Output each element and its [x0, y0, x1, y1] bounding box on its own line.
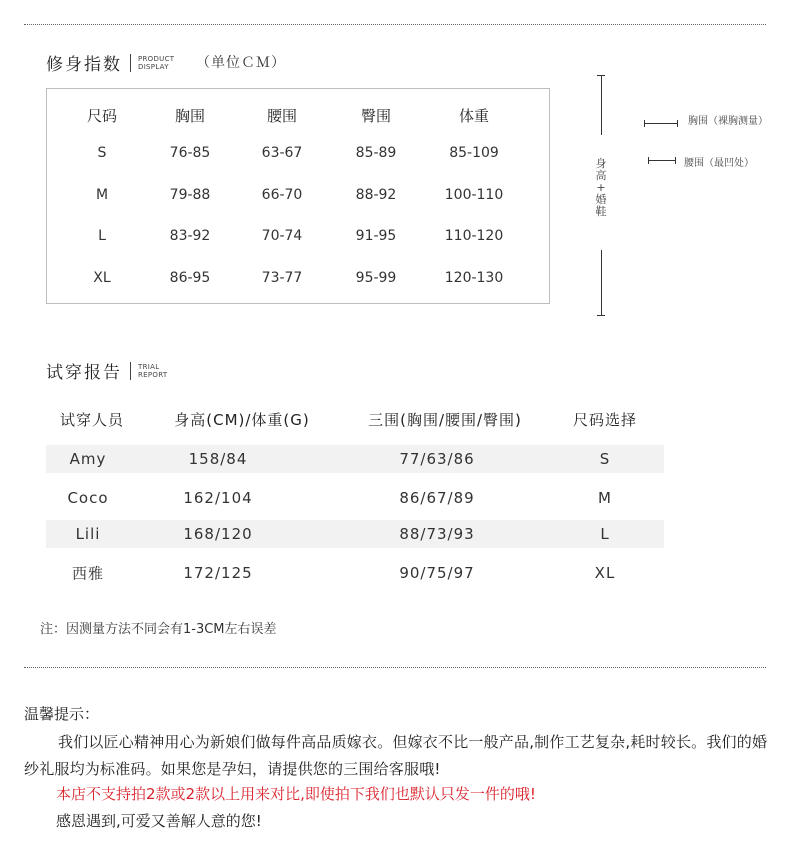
height-char: +	[596, 181, 606, 194]
size-cell: L	[98, 228, 106, 244]
size-cell: 86-95	[169, 270, 211, 286]
trial-header: 试穿人员	[59, 411, 125, 429]
trial-header: 尺码选择	[572, 411, 638, 429]
trial-cell: 西雅	[71, 564, 105, 583]
trial-cell: 88/73/93	[399, 525, 475, 543]
top-divider	[24, 24, 766, 25]
trial-subtitle	[138, 363, 198, 379]
size-cell: 63-67	[261, 145, 303, 161]
trial-cell: 168/120	[183, 525, 253, 543]
waist-measure-line	[648, 160, 676, 161]
waist-measure	[648, 152, 754, 169]
size-cell: S	[97, 145, 107, 161]
height-line-bottom	[601, 250, 602, 315]
trial-cell: 86/67/89	[399, 489, 475, 507]
chest-measure-label: 胸围（裸胸测量）	[688, 116, 768, 127]
trial-subtitle-line1: TRIAL	[138, 362, 160, 371]
tips-paragraph: 我们以匠心精神用心为新娘们做每件高品质嫁衣。但嫁衣不比一般产品,制作工艺复杂,耗时较长。我们的婚纱礼服均为标准码。如果您是孕妇，请提供您的三围给客服哦!	[24, 733, 768, 778]
trial-cell: 172/125	[183, 564, 253, 582]
height-char: 身	[595, 157, 607, 170]
height-bottom-tick	[597, 315, 605, 316]
trial-header: 三围(胸围/腰围/臀围)	[368, 411, 522, 429]
size-subtitle-line2: DISPLAY	[138, 62, 169, 71]
trial-row	[46, 445, 664, 473]
trial-cell: L	[600, 525, 610, 543]
size-cell: M	[95, 187, 109, 203]
trial-title-text: 试穿报告	[46, 363, 122, 383]
size-cell: 88-92	[355, 187, 397, 203]
size-cell: XL	[93, 270, 111, 286]
size-cell: 110-120	[444, 228, 504, 244]
height-char: 高	[595, 169, 607, 182]
size-table	[46, 88, 550, 304]
tips-thanks: 感恩遇到,可爱又善解人意的您!	[56, 812, 262, 830]
title-separator	[130, 362, 131, 380]
chest-measure-line	[644, 123, 678, 124]
size-cell: 120-130	[444, 270, 504, 286]
size-header: 尺码	[86, 107, 118, 125]
trial-cell: Amy	[69, 450, 107, 468]
trial-cell: S	[599, 450, 611, 468]
title-separator	[130, 54, 131, 72]
trial-cell: 158/84	[188, 450, 248, 468]
size-cell: 79-88	[169, 187, 211, 203]
trial-subtitle-line2: REPORT	[138, 370, 168, 379]
trial-cell: 77/63/86	[399, 450, 475, 468]
trial-row	[46, 559, 664, 587]
height-char: 婚	[595, 193, 607, 206]
size-header: 体重	[458, 107, 490, 125]
size-header: 臀围	[360, 107, 392, 125]
size-cell: 83-92	[169, 228, 211, 244]
size-cell: 73-77	[261, 270, 303, 286]
trial-cell: 162/104	[183, 489, 253, 507]
size-header: 腰围	[266, 107, 298, 125]
measurement-note: 注：因测量方法不同会有1-3CM左右误差	[40, 622, 277, 637]
waist-measure-label: 腰围（最凹处）	[684, 158, 754, 169]
height-char: 鞋	[595, 205, 607, 218]
size-subtitle-line1: PRODUCT	[138, 54, 175, 63]
size-cell: 91-95	[355, 228, 397, 244]
trial-cell: XL	[594, 564, 616, 582]
height-line-top	[601, 75, 602, 135]
trial-row	[46, 520, 664, 548]
trial-row	[46, 484, 664, 512]
trial-header: 身高(CM)/体重(G)	[174, 411, 310, 429]
tips-title: 温馨提示：	[24, 705, 100, 723]
size-title-text: 修身指数	[46, 55, 122, 75]
height-label	[594, 158, 608, 218]
size-cell: 76-85	[169, 145, 211, 161]
size-header: 胸围	[174, 107, 206, 125]
trial-section-title	[46, 358, 198, 383]
unit-label: （单位ＣＭ）	[196, 55, 286, 71]
trial-cell: 90/75/97	[399, 564, 475, 582]
trial-cell: Coco	[67, 489, 109, 507]
bottom-divider	[24, 667, 766, 668]
size-cell: 100-110	[444, 187, 504, 203]
size-cell: 66-70	[261, 187, 303, 203]
size-cell: 85-89	[355, 145, 397, 161]
trial-cell: Lili	[75, 525, 101, 543]
size-cell: 70-74	[261, 228, 303, 244]
size-subtitle	[138, 55, 198, 71]
size-cell: 95-99	[355, 270, 397, 286]
size-cell: 85-109	[449, 145, 499, 161]
chest-measure	[644, 116, 768, 127]
tips-warning: 本店不支持拍2款或2款以上用来对比,即使拍下我们也默认只发一件的哦!	[56, 785, 536, 803]
trial-cell: M	[598, 489, 612, 507]
size-section-title	[46, 50, 198, 75]
